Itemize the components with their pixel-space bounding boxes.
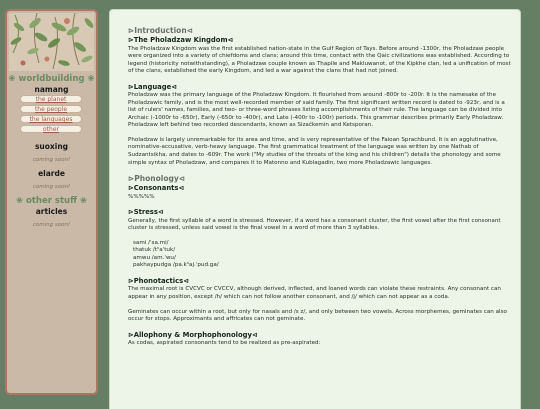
language-heading: ⊳Language⊲ bbox=[128, 82, 177, 91]
articles-status: coming soon! bbox=[32, 222, 71, 228]
stress-paragraph: Generally, the first syllable of a word is stressed. However, if a word has a consonant cluster, the first vowel after the first consonant cluster is stressed, unless said vowel is the final vowel in a word of more than 3 syllables. bbox=[128, 217, 501, 232]
kingdom-heading: ⊳The Pholadzaw Kingdom⊲ bbox=[128, 36, 234, 44]
link-the-languages[interactable]: the languages bbox=[20, 115, 82, 123]
article-body bbox=[128, 26, 513, 355]
allophony-heading: ⊳Allophony & Morphophonology⊲ bbox=[128, 330, 258, 339]
leaf-pattern-icon bbox=[9, 13, 94, 71]
consonants-heading: ⊳Consonants⊲ bbox=[128, 184, 185, 193]
sidebar bbox=[5, 9, 98, 395]
banner-illustration bbox=[9, 13, 94, 71]
consonants-placeholder: %%%%% bbox=[128, 193, 155, 200]
phonotactics-paragraph-2: Geminates can occur within a root, but only for nasals and /s z/, and only between two vowels. Across morphemes, geminates can also occur for stops. Approximants and affricates can not geminate. bbox=[128, 308, 507, 323]
link-the-people[interactable]: the people bbox=[20, 105, 82, 113]
suoxing-status: coming soon! bbox=[32, 157, 71, 163]
elarde-status: coming soon! bbox=[32, 184, 71, 190]
language-paragraph-2: Pholadzaw is largely unremarkable for its area and time, and is very representative of the Faioan Sprachbund. It is an agglutinative, nominative-accusative, verb-heavy language. The first grammatical treatment of the language was written by one Nathab of Sudzantsikha, and dates to -609r. The work ("My studies of the throats of the king and his children") details the phonology and some simple syntax of Pholadzaw, and compares it to Matonno and Kublagadin, two more Pholadzawic languages. bbox=[128, 136, 501, 166]
stress-heading: ⊳Stress⊲ bbox=[128, 208, 164, 217]
phonology-heading: ⊳Phonology⊲ bbox=[128, 174, 186, 184]
phonotactics-paragraph-1: The maximal root is CVCVC or CVCCV, although derived, inflected, and loaned words can violate these restraints. Any consonant can appear in any position, except /h/ which can not follow another consonant, and /j/ which can not appear as a coda. bbox=[128, 286, 501, 300]
stress-examples: sami /ˈsa.mi/ thatuk /tʰaˈtuk/ amwu /am.ˈwu/ pakhaypudga /pa.kʰaj.ˈpud.ga/ bbox=[133, 239, 219, 269]
introduction-heading: ⊳Introduction⊲ bbox=[128, 26, 193, 35]
language-paragraph-1: Pholadzaw was the primary language of the Pholadzaw Kingdom. It flourished from around -800r to -200r. It is the namesake of the Pholadzawic family, and is the most well-recorded member of said family. The first significant written record is dated to -923r, and is a list of rulers' names, families, and two- or three-word phrases listing accomplishments of their rule. The language can be divided into Archaic (-1000r to -650r), Early (-650r to -400r), and Late (-400r to -100r) periods. This grammar describes primarily Early Pholadzaw. Pholadzaw left behind two recorded descendants, known as Sizačkemin and Ketsporan. bbox=[128, 92, 505, 129]
link-other[interactable]: other bbox=[20, 125, 82, 133]
worldbuilding-heading: ❀ worldbuilding ❀ bbox=[8, 74, 95, 84]
phonotactics-heading: ⊳Phonotactics⊲ bbox=[128, 276, 189, 285]
articles-title: articles bbox=[35, 207, 68, 216]
suoxing-title: suoxing bbox=[34, 142, 69, 151]
main-content bbox=[109, 9, 521, 409]
kingdom-paragraph: The Pholadzaw Kingdom was the first established nation-state in the Gulf Region of Tays. Before around -1300r, the Pholadzaw people were organized into a variety of chiefdoms and clans; around this time, contact with the Qaic civilizations was established. According to legend (historicity notwithstanding), a Pholadzaw couple known as Thapile and Makluwanot, of the Kipkhe clan, led a unification of most of the clans, established the early Kingdom, and led a war against the clans that had not joined. bbox=[128, 45, 511, 75]
elarde-title: elarde bbox=[38, 169, 65, 178]
namang-title: namang bbox=[34, 85, 69, 94]
allophony-paragraph: As codas, aspirated consonants tend to be realized as pre-aspirated: bbox=[128, 340, 321, 347]
other-stuff-heading: ❀ other stuff ❀ bbox=[15, 196, 88, 206]
link-the-planet[interactable]: the planet bbox=[20, 95, 82, 103]
